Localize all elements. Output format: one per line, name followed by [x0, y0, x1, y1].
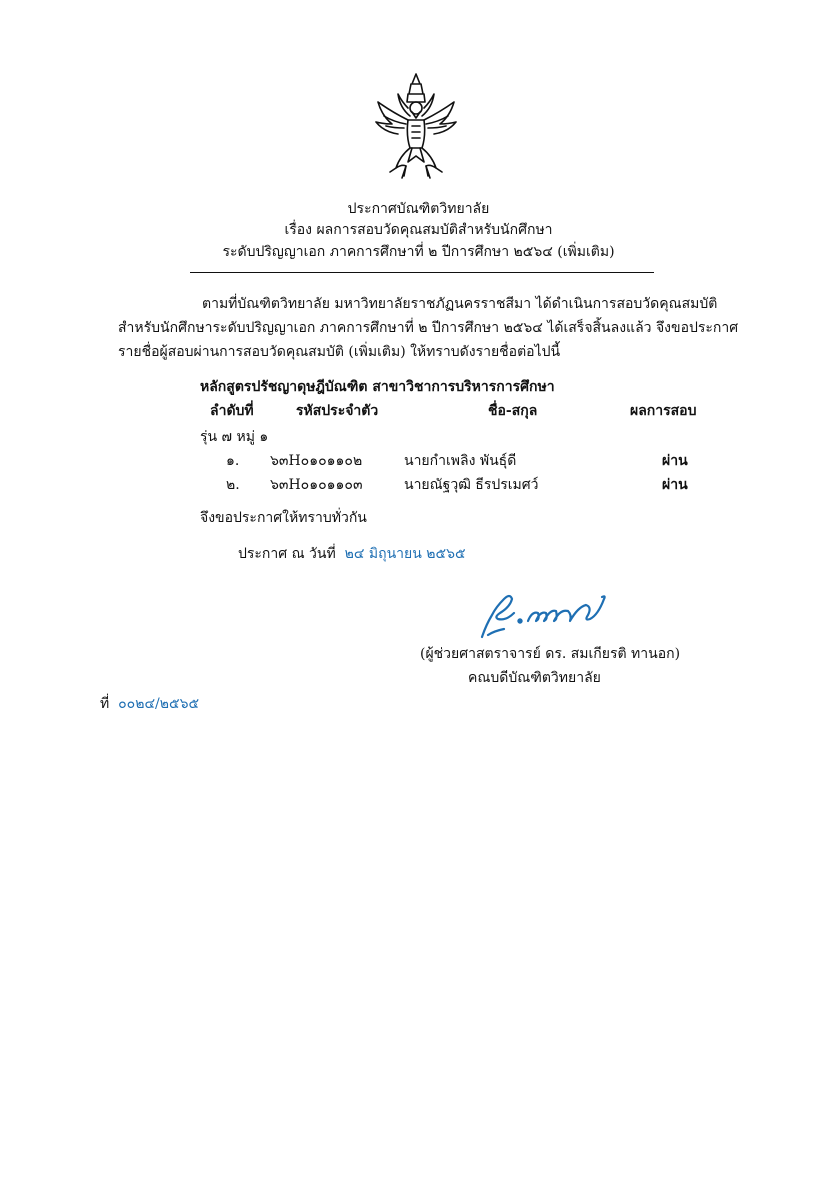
signatory-position: คณบดีบัณฑิตวิทยาลัย	[468, 670, 601, 686]
announcement-level: ระดับปริญญาเอก ภาคการศึกษาที่ ๒ ปีการศึกษา ๒๕๖๔ (เพิ่มเติม)	[222, 244, 615, 260]
body-line-2: สำหรับนักศึกษาระดับปริญญาเอก ภาคการศึกษาที่ ๒ ปีการศึกษา ๒๕๖๔ ได้เสร็จสิ้นลงแล้ว จึงขอประกาศ	[118, 320, 739, 336]
header-name: ชื่อ-สกุล	[488, 403, 538, 419]
header-order: ลำดับที่	[210, 403, 254, 419]
row-result: ผ่าน	[662, 453, 688, 469]
group-label: รุ่น ๗ หมู่ ๑	[200, 429, 269, 445]
body-line-3: รายชื่อผู้สอบผ่านการสอบวัดคุณสมบัติ (เพิ่มเติม) ให้ทราบดังรายชื่อต่อไปนี้	[118, 344, 561, 360]
closing-text: จึงขอประกาศให้ทราบทั่วกัน	[200, 510, 367, 526]
row-name: นายกำเพลิง พันธุ์ดี	[404, 453, 517, 469]
row-code: ๖๓H๐๑๐๑๑๐๓	[270, 477, 363, 493]
date-line	[238, 545, 466, 563]
garuda-emblem-icon	[372, 72, 460, 182]
document-number	[100, 695, 199, 713]
date-value: ๒๔ มิถุนายน ๒๕๖๕	[344, 546, 466, 562]
header-result: ผลการสอบ	[630, 403, 697, 419]
row-order: ๒.	[226, 477, 240, 493]
signatory-name: (ผู้ช่วยศาสตราจารย์ ดร. สมเกียรติ ทานอก)	[420, 646, 681, 662]
row-order: ๑.	[226, 453, 240, 469]
announcement-title: ประกาศบัณฑิตวิทยาลัย	[347, 201, 490, 217]
header-code: รหัสประจำตัว	[296, 403, 379, 419]
row-result: ผ่าน	[662, 477, 688, 493]
document-number-label: ที่	[100, 696, 110, 712]
program-title: หลักสูตรปรัชญาดุษฎีบัณฑิต สาขาวิชาการบริหารการศึกษา	[200, 379, 555, 395]
document-number-value: ๐๐๒๔/๒๕๖๕	[118, 696, 200, 712]
body-line-1: ตามที่บัณฑิตวิทยาลัย มหาวิทยาลัยราชภัฏนครราชสีมา ได้ดำเนินการสอบวัดคุณสมบัติ	[202, 296, 718, 312]
date-prefix: ประกาศ ณ วันที่	[238, 546, 336, 562]
row-name: นายณัฐวุฒิ ธีรปรเมศว์	[404, 477, 539, 493]
announcement-subject: เรื่อง ผลการสอบวัดคุณสมบัติสำหรับนักศึกษา	[284, 222, 553, 238]
signature-icon	[470, 585, 618, 645]
row-code: ๖๓H๐๑๐๑๑๐๒	[270, 453, 363, 469]
header-divider	[190, 272, 654, 273]
